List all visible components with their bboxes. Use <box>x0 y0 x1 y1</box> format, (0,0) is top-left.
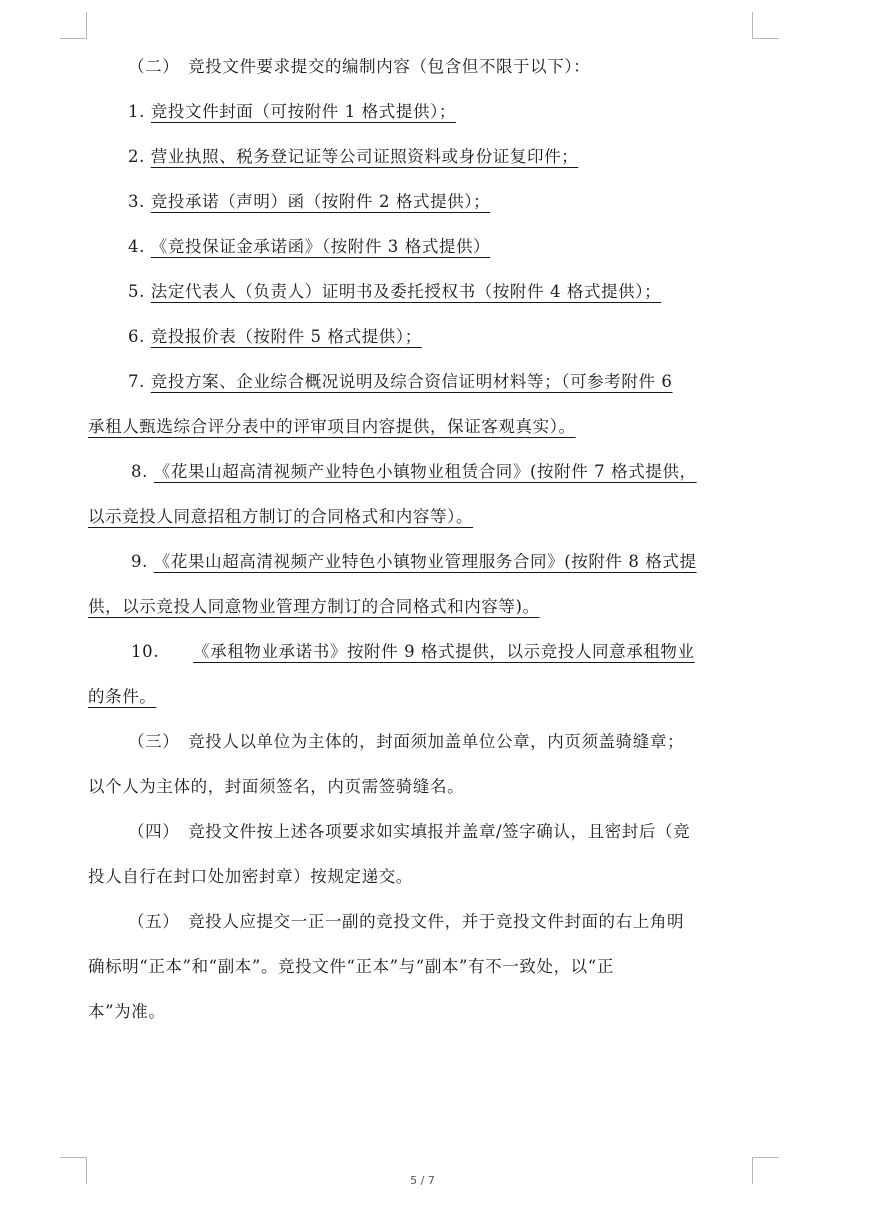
section-5-line-2: 确标明“正本”和“副本”。竞投文件“正本”与“副本”有不一致处，以“正 <box>88 957 614 976</box>
list-item-number: 9. <box>131 552 154 571</box>
section-4-line-1: （四） 竞投文件按上述各项要求如实填报并盖章/签字确认，且密封后（竞 <box>128 822 691 841</box>
list-item-text: 竞投承诺（声明）函（按附件 2 格式提供）； <box>150 192 491 211</box>
list-item-4 <box>128 236 490 258</box>
list-item-number: 10. <box>131 642 160 661</box>
section-4-line-2: 投人自行在封口处加密封章）按规定递交。 <box>88 867 413 886</box>
list-item-9 <box>131 551 697 573</box>
list-item-number: 6. <box>128 327 151 346</box>
list-item-8 <box>131 461 697 483</box>
list-item-text: 《花果山超高清视频产业特色小镇物业租赁合同》(按附件 7 格式提供， <box>153 462 697 481</box>
list-item-9-continuation <box>88 596 540 618</box>
list-item-text: 以示竞投人同意招租方制订的合同格式和内容等）。 <box>88 507 474 526</box>
list-item-text: 承租人甄选综合评分表中的评审项目内容提供，保证客观真实）。 <box>88 417 576 436</box>
list-item-text: 的条件。 <box>88 687 157 706</box>
list-item-8-continuation <box>88 506 473 528</box>
list-item-text: 竞投方案、企业综合概况说明及综合资信证明材料等；（可参考附件 6 <box>150 372 673 391</box>
list-item-10-continuation <box>88 686 156 708</box>
list-item-text: 法定代表人（负责人）证明书及委托授权书（按附件 4 格式提供）； <box>150 282 662 301</box>
list-item-text: 供，以示竞投人同意物业管理方制订的合同格式和内容等)。 <box>88 597 540 616</box>
list-item-text: 营业执照、税务登记证等公司证照资料或身份证复印件； <box>150 147 579 166</box>
list-item-number: 4. <box>128 237 151 256</box>
list-item-5 <box>128 281 661 303</box>
crop-mark-top-left <box>60 12 87 39</box>
list-item-text: 《花果山超高清视频产业特色小镇物业管理服务合同》(按附件 8 格式提 <box>153 552 697 571</box>
list-item-number: 7. <box>128 372 151 391</box>
list-item-2 <box>128 146 578 168</box>
section-5-line-1: （五） 竞投人应提交一正一副的竞投文件，并于竞投文件封面的右上角明 <box>128 912 685 931</box>
list-item-text: 竞投报价表（按附件 5 格式提供）； <box>150 327 422 346</box>
section-3-line-2: 以个人为主体的，封面须签名，内页需签骑缝名。 <box>88 777 465 796</box>
list-item-1 <box>128 101 456 123</box>
list-item-7-continuation <box>88 416 576 438</box>
list-item-text: 《承租物业承诺书》按附件 9 格式提供，以示竞投人同意承租物业 <box>193 642 695 661</box>
section-2-heading: （二） 竞投文件要求提交的编制内容（包含但不限于以下）： <box>128 57 591 76</box>
list-item-7 <box>128 371 673 393</box>
list-item-number: 5. <box>128 282 151 301</box>
list-item-text: 竞投文件封面（可按附件 1 格式提供）； <box>150 102 457 121</box>
list-item-number: 3. <box>128 192 151 211</box>
list-item-number: 1. <box>128 102 151 121</box>
list-item-number: 8. <box>131 462 154 481</box>
section-3-line-1: （三） 竞投人以单位为主体的，封面须加盖单位公章，内页须盖骑缝章； <box>128 732 685 751</box>
list-item-text: 《竞投保证金承诺函》（按附件 3 格式提供） <box>150 237 491 256</box>
list-item-10 <box>131 641 695 663</box>
page-number: 5 / 7 <box>410 1174 435 1187</box>
crop-mark-top-right <box>752 12 779 39</box>
list-item-6 <box>128 326 422 348</box>
list-item-number: 2. <box>128 147 151 166</box>
list-item-3 <box>128 191 490 213</box>
section-5-line-3: 本”为准。 <box>88 1002 166 1021</box>
